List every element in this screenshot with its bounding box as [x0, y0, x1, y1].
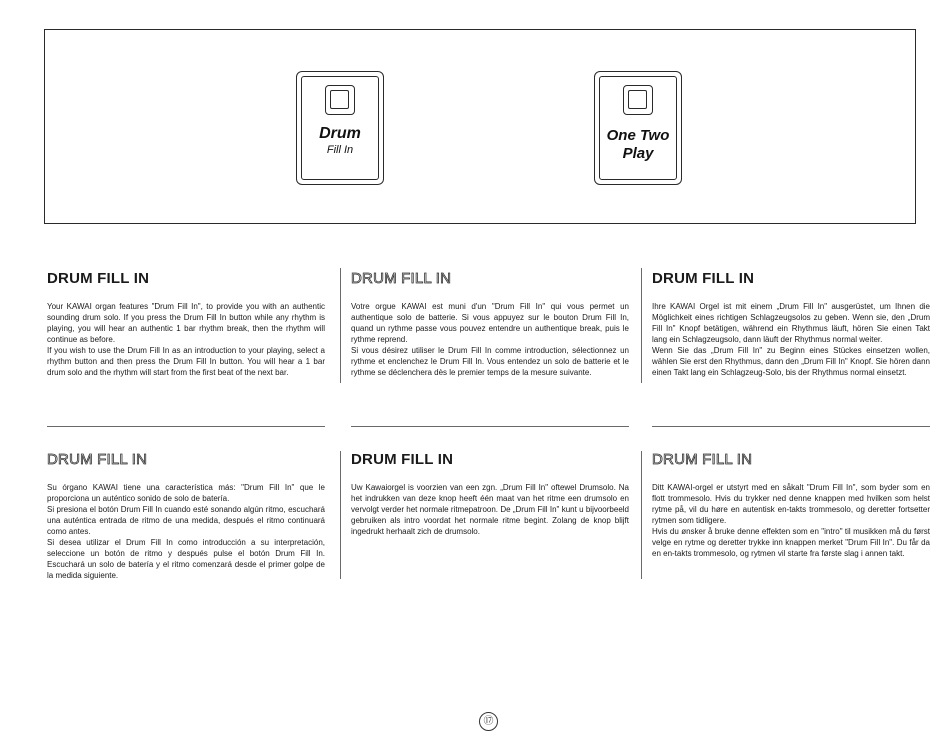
column-divider [641, 268, 642, 383]
section-dutch [351, 451, 629, 537]
drum-button-label: Drum [319, 125, 361, 142]
drum-fill-in-indicator-lamp [325, 85, 355, 115]
section-german [652, 270, 930, 378]
section-french [351, 270, 629, 378]
button-frame [599, 76, 677, 180]
paragraph: Ditt KAWAI-orgel er utstyrt med en såkalt "Drum Fill In", som byder som en flott trommesolo. Hvis du trykker ned denne knappen med hvilken som helst rytme på, vil du høre en autentisk en-takts trommesolo, og deretter fortsetter rytmen som tidligere. [652, 483, 930, 525]
section-heading: DRUM FILL IN [351, 451, 454, 468]
paragraph: Uw Kawaiorgel is voorzien van een zgn. „Drum Fill In" oftewel Drumsolo. Na het indrukken van deze knop heeft één maat van het ritme een drumsolo en vervolgt verder het normale ritmepatroon. De „Drum Fill In" kunt u bijvoorbeeld gebruiken als intro voordat het normale ritme begint. Zolang de knop blijft ingedrukt herhaalt zich de drumsolo. [351, 483, 629, 536]
play-button-label: Play [622, 145, 654, 162]
section-divider [47, 426, 325, 427]
section-heading: DRUM FILL IN [351, 270, 452, 287]
button-frame [301, 76, 379, 180]
drum-button-sublabel: Fill In [326, 144, 354, 156]
one-two-play-indicator-lamp [623, 85, 653, 115]
paragraph: Votre orgue KAWAI est muni d'un "Drum Fill In" qui vous permet un authentique solo de batterie. Si vous appuyez sur le bouton Drum Fill In, quand un rythme passe vous pouvez entendre un authentique break, puis le rythme reprend. [351, 302, 629, 344]
section-heading: DRUM FILL IN [47, 270, 150, 287]
one-two-button-label: One Two [606, 127, 670, 144]
column-divider [340, 268, 341, 383]
lamp-inner [330, 90, 349, 109]
paragraph: Su órgano KAWAI tiene una característica más: "Drum Fill In" que le proporciona un auténtico sonido de solo de batería. [47, 483, 325, 503]
section-heading: DRUM FILL IN [47, 451, 148, 468]
paragraph: If you wish to use the Drum Fill In as an introduction to your playing, select a rhythm button and then press the Drum Fill In button. You will hear a 1 bar drum solo and the rhythm will start from the first beat of the next bar. [47, 346, 325, 377]
control-panel-illustration [44, 29, 916, 224]
paragraph: Wenn Sie das „Drum Fill In" zu Beginn eines Stückes einsetzen wollen, wählen Sie erst den Rhythmus, dann den „Drum Fill In" Knopf. Sie hören dann einen Takt lang ein Schlagzeug-Solo, bis der Rhythmus normal einsetzt. [652, 346, 930, 377]
one-two-play-button[interactable] [594, 71, 682, 185]
section-heading: DRUM FILL IN [652, 270, 755, 287]
section-english [47, 270, 325, 378]
paragraph: Hvis du ønsker å bruke denne effekten som en "intro" til musikken må du først velge en rytme og deretter trykke inn knappen merket "Drum Fill In". Du får da en en-takts trommesolo, og rytmen vil starte fra første slag i annen takt. [652, 527, 930, 558]
section-heading: DRUM FILL IN [652, 451, 753, 468]
paragraph: Si desea utilizar el Drum Fill In como introducción a su interpretación, seleccione un botón de ritmo y después pulse el botón Drum Fill In. Escuchará un solo de batería y el ritmo comenzará desde el primer golpe de la medida siguiente. [47, 538, 325, 580]
drum-fill-in-button[interactable] [296, 71, 384, 185]
page-number: ⑰ [479, 712, 498, 731]
section-norwegian [652, 451, 930, 559]
column-divider [340, 451, 341, 579]
paragraph: Si vous désirez utiliser le Drum Fill In comme introduction, sélectionnez un rythme et enclenchez le Drum Fill In. Vous entendez un solo de batterie et le rythme se déclenchera dès le premier temps de la mesure suivante. [351, 346, 629, 377]
section-spanish [47, 451, 325, 581]
lamp-inner [628, 90, 647, 109]
paragraph: Ihre KAWAI Orgel ist mit einem „Drum Fill In" ausgerüstet, um Ihnen die Möglichkeit eines richtigen Schlagzeugsolos zu geben. Wenn sie, den „Drum Fill In" Knopf betätigen, während ein Rhythmus läuft, hören Sie einen Takt lang ein Schlagzeugsolo, dann läuft der Rhythmus normal weiter. [652, 302, 930, 344]
section-divider [351, 426, 629, 427]
column-divider [641, 451, 642, 579]
section-divider [652, 426, 930, 427]
paragraph: Si presiona el botón Drum Fill In cuando esté sonando algún ritmo, escuchará una auténtica entrada de ritmo de una medida, después el ritmo continuará como antes. [47, 505, 325, 536]
paragraph: Your KAWAI organ features "Drum Fill In", to provide you with an authentic sounding drum solo. If you press the Drum Fill In button while any rhythm is playing, you will hear an authentic 1 bar rhythm break, then the rhythm will continue as before. [47, 302, 325, 344]
